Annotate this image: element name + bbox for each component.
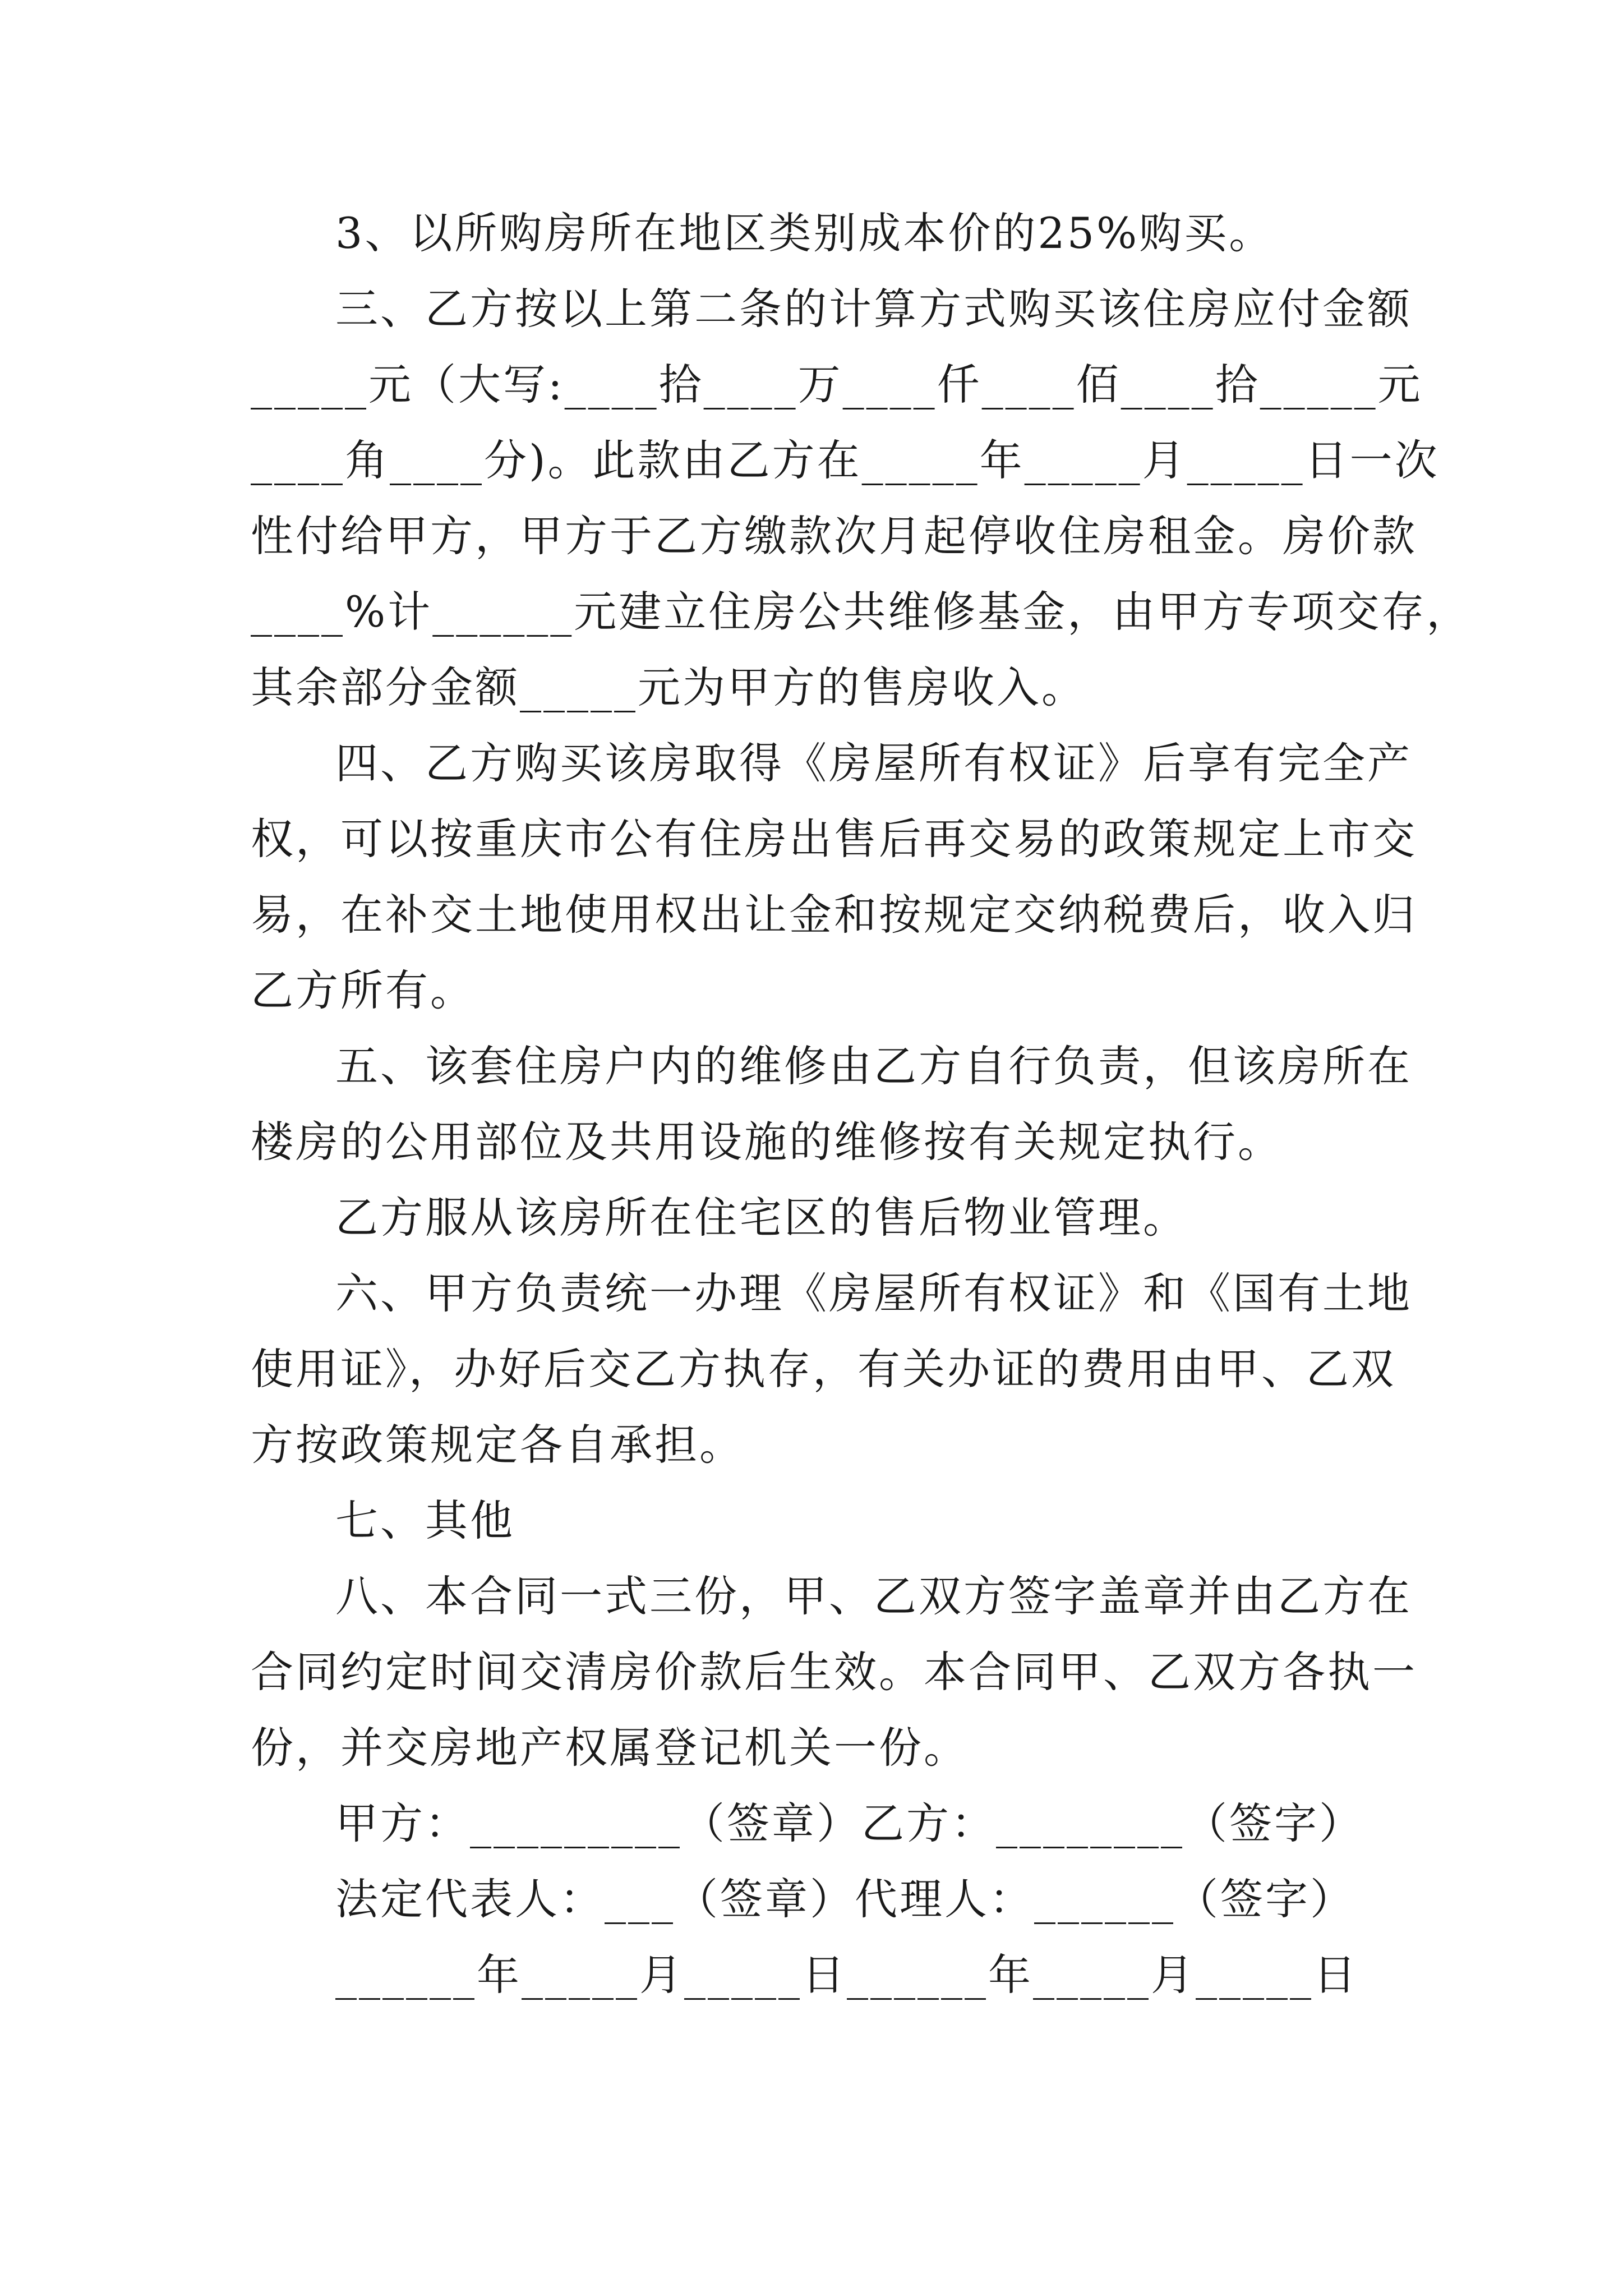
clause-7: 七、其他 bbox=[335, 1496, 515, 1545]
clause-3-line-5: ____%计______元建立住房公共维修基金，由甲方专项交存， bbox=[251, 587, 1472, 637]
clause-3-line-4: 性付给甲方，甲方于乙方缴款次月起停收住房租金。房价款 bbox=[251, 511, 1417, 561]
signature-dates: ______年_____月_____日______年_____月_____日 bbox=[335, 1950, 1358, 2000]
clause-4-line-3: 易，在补交土地使用权出让金和按规定交纳税费后，收入归 bbox=[251, 890, 1417, 940]
clause-5-paragraph-2: 乙方服从该房所在住宅区的售后物业管理。 bbox=[335, 1193, 1188, 1243]
clause-3-line-3: ____角____分)。此款由乙方在_____年_____月_____日一次 bbox=[251, 435, 1440, 485]
signature-representatives: 法定代表人：___（签章）代理人：______（签字） bbox=[335, 1874, 1355, 1924]
clause-5-line-2: 楼房的公用部位及共用设施的维修按有关规定执行。 bbox=[251, 1117, 1283, 1167]
clause-3-line-2: _____元（大写:____拾____万____仟____佰____拾_____元 bbox=[251, 360, 1423, 409]
clause-3-line-6: 其余部分金额_____元为甲方的售房收入。 bbox=[251, 662, 1086, 712]
clause-6-line-3: 方按政策规定各自承担。 bbox=[251, 1420, 744, 1470]
clause-4-line-1: 四、乙方购买该房取得《房屋所有权证》后享有完全产 bbox=[335, 738, 1412, 788]
clause-8-line-1: 八、本合同一式三份，甲、乙双方签字盖章并由乙方在 bbox=[335, 1571, 1412, 1621]
clause-6-line-2: 使用证》，办好后交乙方执存，有关办证的费用由甲、乙双 bbox=[251, 1344, 1396, 1394]
clause-2-item-3: 3、以所购房所在地区类别成本价的25%购买。 bbox=[335, 208, 1274, 258]
clause-3-line-1: 三、乙方按以上第二条的计算方式购买该住房应付金额 bbox=[335, 284, 1412, 334]
signature-parties: 甲方：_________（签章）乙方：________（签字） bbox=[335, 1798, 1364, 1848]
clause-8-line-3: 份，并交房地产权属登记机关一份。 bbox=[251, 1723, 969, 1773]
clause-8-line-2: 合同约定时间交清房价款后生效。本合同甲、乙双方各执一 bbox=[251, 1647, 1417, 1697]
clause-4-line-2: 权，可以按重庆市公有住房出售后再交易的政策规定上市交 bbox=[251, 814, 1417, 864]
clause-4-line-4: 乙方所有。 bbox=[251, 965, 475, 1015]
clause-6-line-1: 六、甲方负责统一办理《房屋所有权证》和《国有土地 bbox=[335, 1268, 1412, 1318]
clause-5-line-1: 五、该套住房户内的维修由乙方自行负责，但该房所在 bbox=[335, 1041, 1412, 1091]
